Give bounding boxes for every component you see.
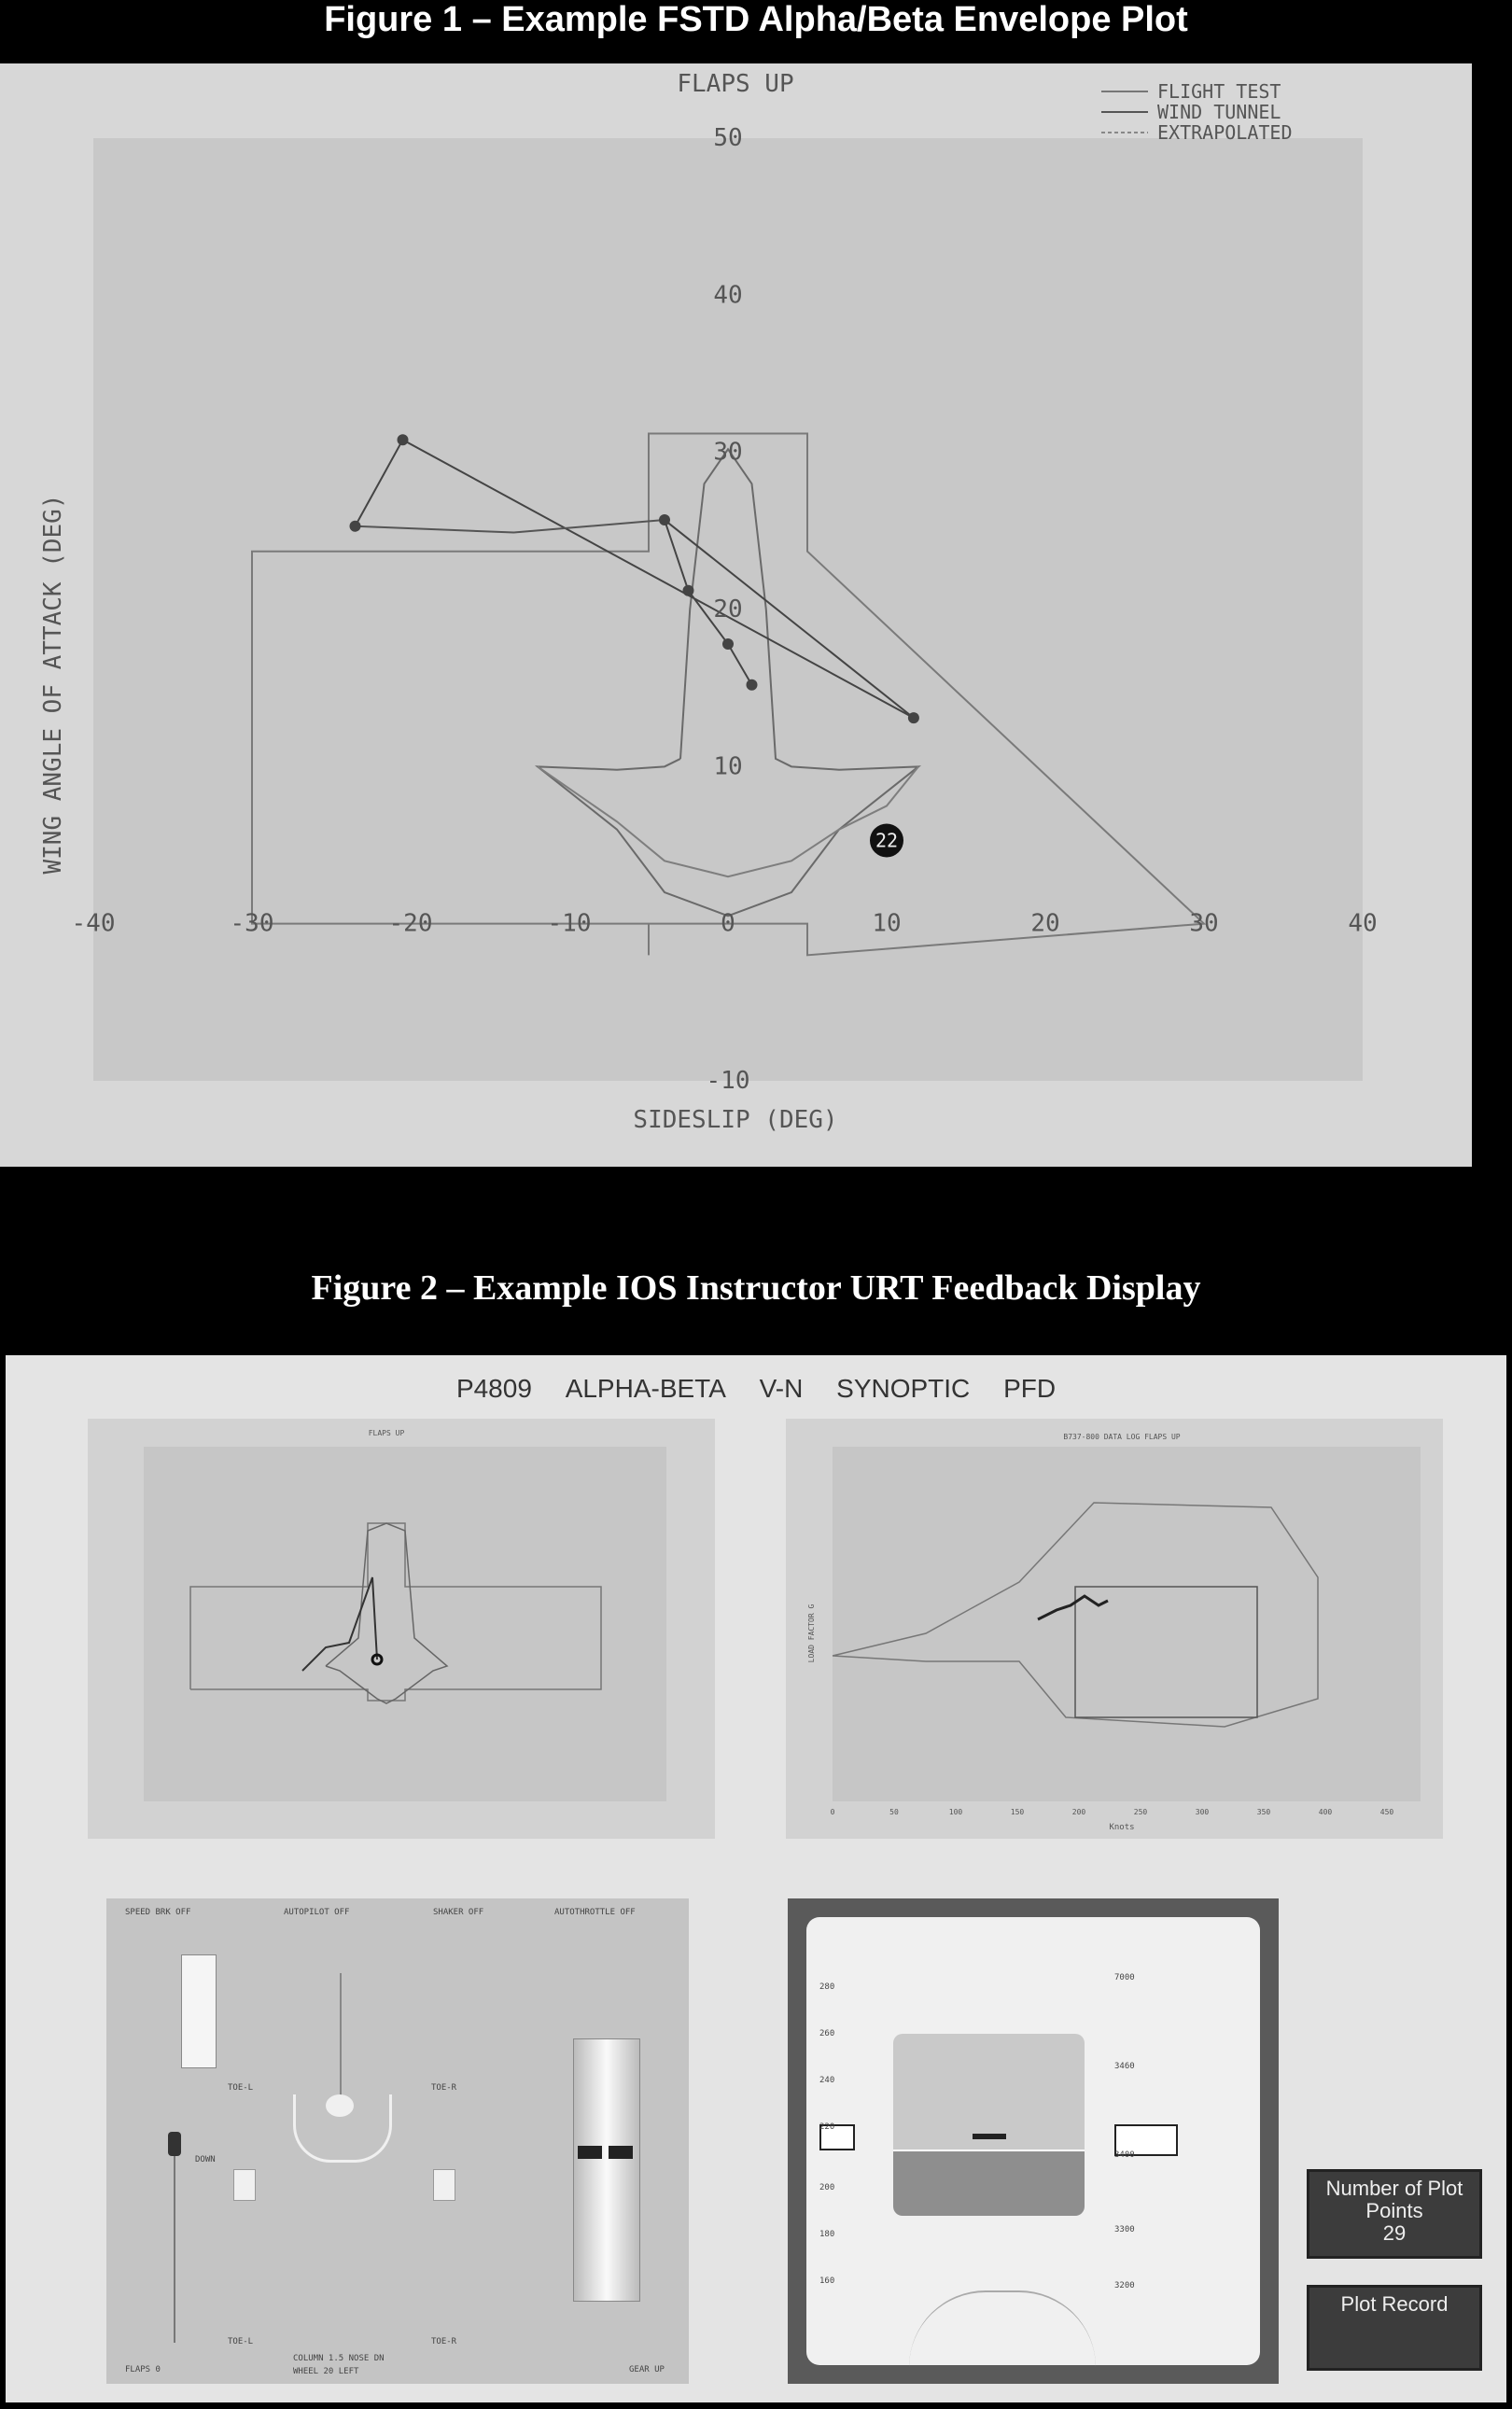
x-tick-label: 40 xyxy=(1348,909,1378,938)
mini-vn-plot xyxy=(786,1419,1443,1839)
ios-tab-bar xyxy=(6,1374,1506,1404)
vn-x-tick: 100 xyxy=(948,1808,963,1816)
autothrottle-status: AUTOTHROTTLE OFF xyxy=(554,1908,636,1917)
x-axis-label: SIDESLIP (DEG) xyxy=(633,1106,838,1134)
x-tick-label: 20 xyxy=(1030,909,1060,938)
current-point-label: 22 xyxy=(875,829,899,852)
x-tick-label: -40 xyxy=(71,909,116,938)
legend-flight-test: FLIGHT TEST xyxy=(1157,80,1281,103)
alpha-beta-plot-panel xyxy=(0,63,1472,1167)
vn-x-tick: 450 xyxy=(1379,1808,1394,1816)
tab-p4809[interactable]: P4809 xyxy=(455,1374,532,1403)
speed-tape xyxy=(819,1982,866,2318)
heading-arc xyxy=(909,2290,1096,2367)
altitude-tape xyxy=(1114,1973,1189,2309)
primary-flight-display xyxy=(788,1898,1279,2384)
legend-extrapolated: EXTRAPOLATED xyxy=(1157,121,1293,144)
toe-r-lower: TOE-R xyxy=(431,2337,457,2346)
plot-record-label: Plot Record xyxy=(1340,2292,1449,2316)
alt-tick-3300: 3300 xyxy=(1114,2225,1135,2234)
yoke-hub xyxy=(326,2094,354,2117)
vn-x-tick: 400 xyxy=(1318,1808,1333,1816)
speed-tick-240: 240 xyxy=(819,2076,835,2085)
pfd-screen xyxy=(806,1917,1260,2365)
x-tick-label: 0 xyxy=(721,909,735,938)
y-tick-label: 30 xyxy=(713,438,743,467)
right-pedal xyxy=(433,2169,455,2201)
flight-controls-synoptic xyxy=(106,1898,689,2384)
alt-tick-3200: 3200 xyxy=(1114,2281,1135,2290)
gear-down-label: DOWN xyxy=(195,2155,216,2164)
alt-tick-3400: 3400 xyxy=(1114,2150,1135,2160)
trace-point xyxy=(350,521,361,532)
speed-brake-scale xyxy=(181,1954,217,2068)
chart-title: FLAPS UP xyxy=(677,70,794,98)
trace-point xyxy=(747,679,758,691)
mini-vn-ylabel: LOAD FACTOR G xyxy=(807,1604,816,1663)
toe-l-upper: TOE-L xyxy=(228,2083,254,2093)
ios-feedback-display xyxy=(6,1355,1506,2402)
alpha-beta-envelope-chart xyxy=(0,63,1472,1167)
mini-ab-title: FLAPS UP xyxy=(368,1429,405,1437)
tab-v-n[interactable]: V-N xyxy=(759,1374,804,1403)
speed-brake-status: SPEED BRK OFF xyxy=(125,1908,191,1917)
speed-tick-260: 260 xyxy=(819,2029,835,2038)
left-pedal xyxy=(233,2169,256,2201)
x-tick-label: -30 xyxy=(230,909,274,938)
throttle-quadrant xyxy=(573,2038,640,2302)
alt-tick-3460: 3460 xyxy=(1114,2062,1135,2071)
flap-lever-track xyxy=(174,2156,175,2343)
y-tick-label: 10 xyxy=(713,752,743,781)
speed-tick-180: 180 xyxy=(819,2230,835,2239)
y-tick-label: -10 xyxy=(706,1067,750,1095)
x-tick-label: 10 xyxy=(872,909,902,938)
attitude-ground xyxy=(893,2150,1085,2216)
vn-x-tick: 250 xyxy=(1133,1808,1148,1816)
vn-x-tick: 350 xyxy=(1256,1808,1271,1816)
y-tick-label: 40 xyxy=(713,281,743,310)
vn-x-tick: 150 xyxy=(1010,1808,1025,1816)
tab-alpha-beta[interactable]: ALPHA-BETA xyxy=(565,1374,726,1403)
mini-vn-title: B737-800 DATA LOG FLAPS UP xyxy=(1063,1433,1181,1441)
legend xyxy=(1101,80,1293,144)
number-of-plot-points-button[interactable] xyxy=(1307,2169,1482,2259)
trace-point xyxy=(683,585,694,596)
wheel-position: WHEEL 20 LEFT xyxy=(293,2367,359,2376)
toe-l-lower: TOE-L xyxy=(228,2337,254,2346)
x-tick-label: -20 xyxy=(388,909,433,938)
speed-tick-280: 280 xyxy=(819,1982,835,1992)
autopilot-status: AUTOPILOT OFF xyxy=(284,1908,350,1917)
trace-point xyxy=(722,638,734,650)
vn-x-tick: 200 xyxy=(1071,1808,1086,1816)
trace-point xyxy=(398,434,409,445)
tab-pfd[interactable]: PFD xyxy=(1003,1374,1057,1403)
throttle-lever-left[interactable] xyxy=(578,2146,602,2159)
column-position: COLUMN 1.5 NOSE DN xyxy=(293,2354,385,2363)
flaps-position: FLAPS 0 xyxy=(125,2365,161,2374)
legend-wind-tunnel: WIND TUNNEL xyxy=(1157,101,1281,123)
y-tick-label: 20 xyxy=(713,595,743,623)
x-tick-label: 30 xyxy=(1189,909,1219,938)
flap-lever[interactable] xyxy=(168,2132,181,2156)
trace-point xyxy=(908,712,919,723)
x-tick-label: -10 xyxy=(547,909,592,938)
figure-1-caption: Figure 1 – Example FSTD Alpha/Beta Envelope Plot xyxy=(324,0,1188,39)
shaker-status: SHAKER OFF xyxy=(433,1908,484,1917)
throttle-lever-right[interactable] xyxy=(609,2146,633,2159)
plot-record-button[interactable] xyxy=(1307,2285,1482,2371)
plot-points-value: 29 xyxy=(1382,2221,1407,2245)
trace-point xyxy=(659,514,670,525)
y-tick-label: 50 xyxy=(713,124,743,152)
aircraft-symbol xyxy=(973,2134,1006,2139)
speed-tick-220: 220 xyxy=(819,2122,835,2132)
alt-tick-7000: 7000 xyxy=(1114,1973,1135,1982)
vn-x-tick: 50 xyxy=(889,1808,899,1816)
mini-alpha-beta-plot xyxy=(88,1419,715,1839)
tab-synoptic[interactable]: SYNOPTIC xyxy=(836,1374,971,1403)
speed-tick-200: 200 xyxy=(819,2183,835,2192)
horizon-line xyxy=(893,2150,1085,2151)
toe-r-upper: TOE-R xyxy=(431,2083,457,2093)
column-stick xyxy=(340,1973,342,2104)
vn-x-tick: 0 xyxy=(830,1808,835,1816)
y-axis-label: WING ANGLE OF ATTACK (DEG) xyxy=(39,494,67,875)
plot-points-label: Number of Plot Points xyxy=(1325,2177,1463,2222)
figure-2-caption: Figure 2 – Example IOS Instructor URT Feedback Display xyxy=(311,1268,1201,1308)
mini-vn-xlabel: Knots xyxy=(1109,1823,1135,1832)
gear-status: GEAR UP xyxy=(629,2365,665,2374)
speed-tick-160: 160 xyxy=(819,2276,835,2286)
vn-x-tick: 300 xyxy=(1195,1808,1210,1816)
